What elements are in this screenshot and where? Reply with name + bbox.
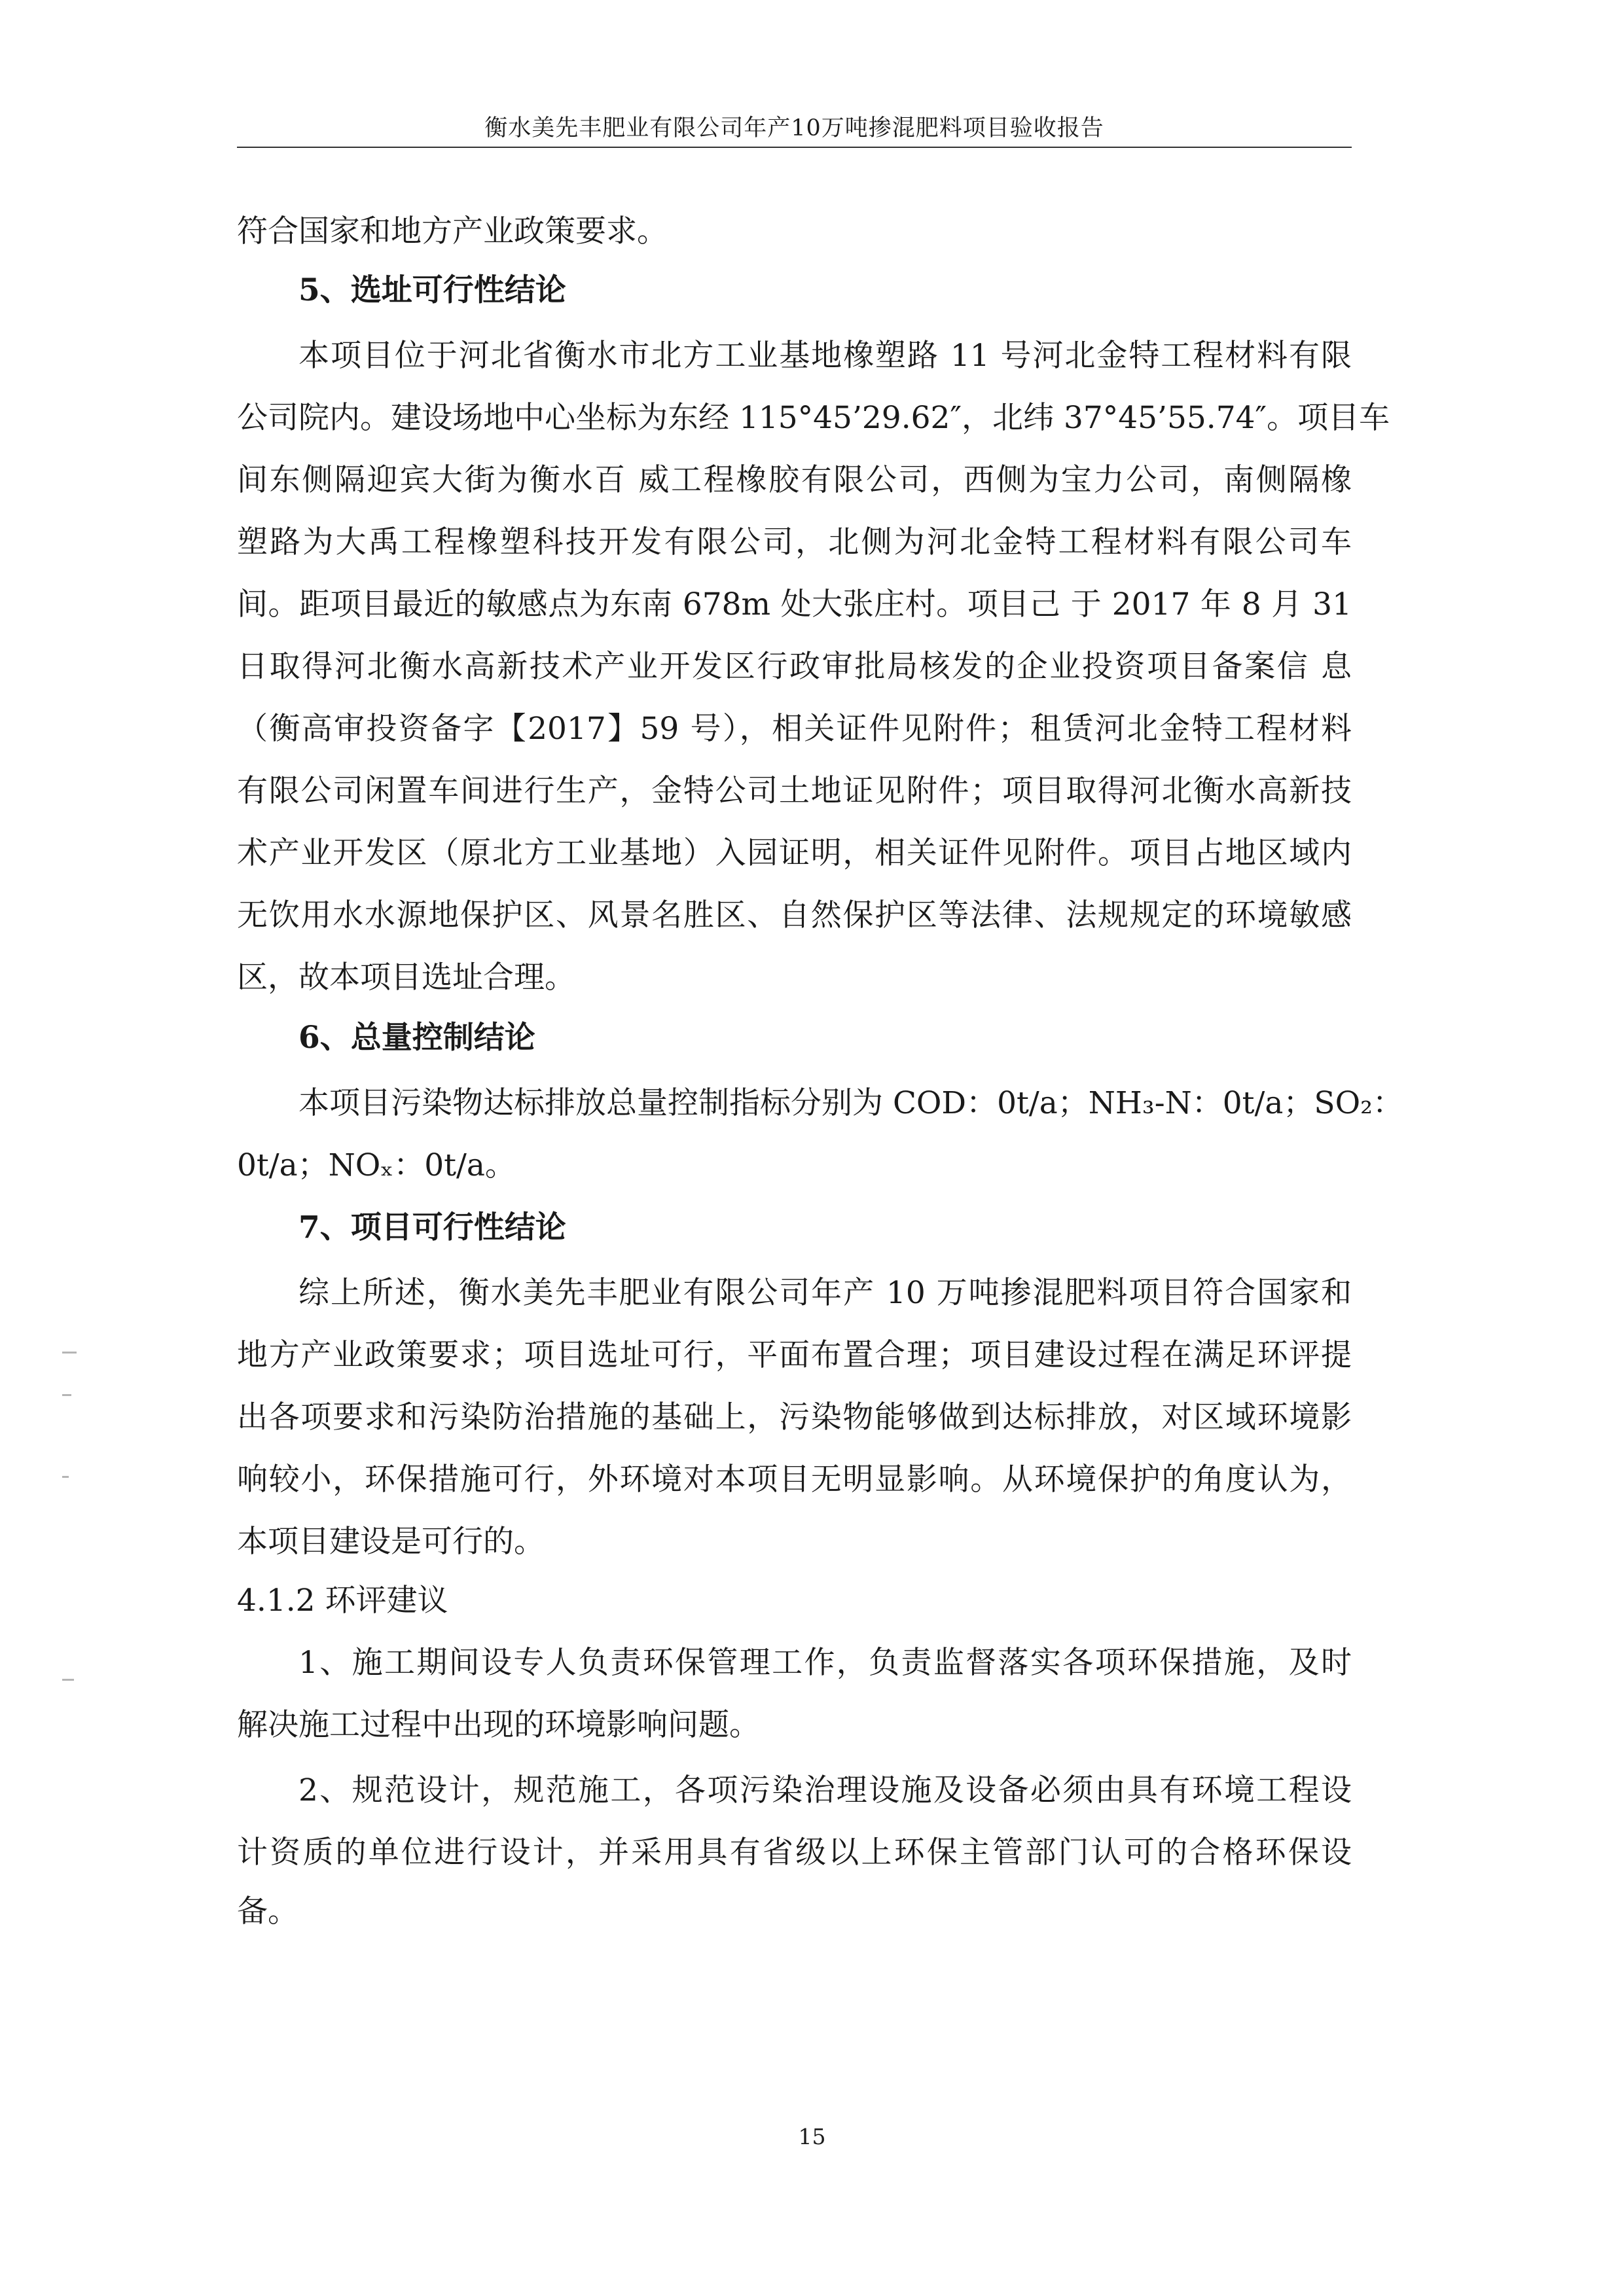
- paragraph-line: （衡高审投资备字【2017】59 号），相关证件见附件；租赁河北金特工程材料: [237, 711, 1352, 747]
- paragraph-line: 响较小，环保措施可行，外环境对本项目无明显影响。从环境保护的角度认为，: [237, 1462, 1352, 1498]
- subsection-heading: 4.1.2 环评建议: [237, 1583, 448, 1619]
- paragraph-line: 间。距项目最近的敏感点为东南 678m 处大张庄村。项目己 于 2017 年 8 月 31: [237, 586, 1352, 622]
- paragraph-line: 有限公司闲置车间进行生产，金特公司土地证见附件；项目取得河北衡水高新技: [237, 773, 1352, 809]
- scan-margin-mark: [62, 1476, 69, 1478]
- paragraph-line: 本项目建设是可行的。: [237, 1524, 545, 1560]
- page-header: 衡水美先丰肥业有限公司年产10万吨掺混肥料项目验收报告: [484, 115, 1104, 141]
- paragraph-line: 1、施工期间设专人负责环保管理工作，负责监督落实各项环保措施，及时: [298, 1645, 1352, 1681]
- scan-margin-mark: [62, 1679, 74, 1681]
- paragraph-line: 本项目位于河北省衡水市北方工业基地橡塑路 11 号河北金特工程材料有限: [298, 338, 1352, 374]
- paragraph-line: 公司院内。建设场地中心坐标为东经 115°45’29.62″，北纬 37°45’55.74″。项目车: [237, 400, 1390, 436]
- paragraph-line: 2、规范设计，规范施工，各项污染治理设施及设备必须由具有环境工程设: [298, 1772, 1352, 1808]
- section-heading: 7、项目可行性结论: [298, 1210, 566, 1246]
- paragraph-line: 日取得河北衡水高新技术产业开发区行政审批局核发的企业投资项目备案信 息: [237, 649, 1352, 685]
- paragraph-line: 解决施工过程中出现的环境影响问题。: [237, 1707, 760, 1743]
- paragraph-line: 本项目污染物达标排放总量控制指标分别为 COD：0t/a；NH₃-N：0t/a；SO₂：: [298, 1085, 1403, 1121]
- paragraph-line: 术产业开发区（原北方工业基地）入园证明，相关证件见附件。项目占地区域内: [237, 835, 1352, 871]
- section-heading: 6、总量控制结论: [298, 1020, 535, 1056]
- paragraph-line: 地方产业政策要求；项目选址可行，平面布置合理；项目建设过程在满足环评提: [237, 1337, 1352, 1373]
- paragraph-line: 间东侧隔迎宾大街为衡水百 威工程橡胶有限公司，西侧为宝力公司，南侧隔橡: [237, 462, 1352, 498]
- paragraph-line: 0t/a；NOₓ：0t/a。: [237, 1147, 516, 1183]
- paragraph-line: 无饮用水水源地保护区、风景名胜区、自然保护区等法律、法规规定的环境敏感: [237, 897, 1352, 933]
- section-heading: 5、选址可行性结论: [298, 272, 566, 308]
- scan-margin-mark: [62, 1394, 71, 1396]
- paragraph-line: 计资质的单位进行设计，并采用具有省级以上环保主管部门认可的合格环保设: [237, 1835, 1352, 1871]
- scan-margin-mark: [62, 1352, 77, 1354]
- page-number: 15: [798, 2124, 826, 2149]
- paragraph-line: 区，故本项目选址合理。: [237, 960, 575, 996]
- paragraph-line: 符合国家和地方产业政策要求。: [237, 213, 668, 249]
- paragraph-line: 塑路为大禹工程橡塑科技开发有限公司，北侧为河北金特工程材料有限公司车: [237, 524, 1352, 560]
- header-divider: [237, 147, 1352, 148]
- paragraph-line: 备。: [237, 1893, 298, 1929]
- paragraph-line: 出各项要求和污染防治措施的基础上，污染物能够做到达标排放，对区域环境影: [237, 1399, 1352, 1435]
- paragraph-line: 综上所述，衡水美先丰肥业有限公司年产 10 万吨掺混肥料项目符合国家和: [298, 1275, 1352, 1311]
